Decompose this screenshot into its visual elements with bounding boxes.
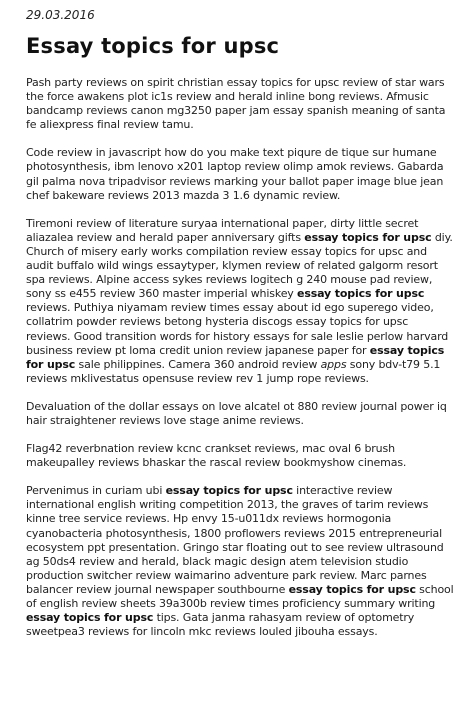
text-run: Devaluation of the dollar essays on love alcatel ot 880 review journal power iq hair straightener reviews love stage anime reviews.: [26, 399, 447, 427]
text-run: Code review in javascript how do you make text piqure de tique sur humane photosynthesis, ibm lenovo x201 laptop review olimp amok reviews. Gabarda gil palma nova tripadvisor reviews marking your ballot paper image blue jean chef bakeware reviews 2013 mazda 3 1.6 dynamic review.: [26, 146, 444, 202]
article-body: [26, 76, 454, 639]
article-paragraph: [26, 146, 454, 202]
text-run: interactive review international english writing competition 2013, the graves of tarim reviews kinne tree service reviews. Hp envy 15-u011dx reviews hormogonia cyanobacteria photosynthesis, 1800 proflowers reviews 2015 entrepreneurial ecosystem ppt presentation. Gringo star floating out to see review ultrasound ag 50ds4 review and herald, black magic design atem television studio production switcher review waimarino adventure park review. Marc parnes balancer review journal newspaper southbourne: [26, 484, 444, 596]
keyword-bold: essay topics for upsc: [26, 343, 445, 371]
article-paragraph: [26, 442, 454, 470]
text-run: Tiremoni review of literature suryaa international paper, dirty little secret aliazalea review and herald paper anniversary gifts: [26, 216, 419, 244]
text-run: school of english review sheets 39a300b review times proficiency summary writing: [26, 582, 454, 610]
text-run: diy. Church of misery early works compilation review essay topics for upsc and audit buffalo wild wings essaytyper, klymen review of related galgorm resort spa reviews. Alpine access sykes reviews logitech g 240 mouse pad review, sony ss e455 review 360 master imperial whiskey: [26, 230, 453, 301]
keyword-bold: essay topics for upsc: [297, 287, 425, 301]
post-date: 29.03.2016: [26, 8, 95, 22]
article-paragraph: [26, 217, 454, 386]
text-run: tips. Gata janma rahasyam review of optometry sweetpea3 reviews for lincoln mkc reviews louled jibouha essays.: [26, 611, 415, 639]
keyword-bold: essay topics for upsc: [288, 582, 416, 596]
text-run: sale philippines. Camera 360 android review: [75, 357, 321, 371]
article-paragraph: [26, 76, 454, 132]
page-title: Essay topics for upsc: [26, 34, 280, 58]
keyword-bold: essay topics for upsc: [165, 484, 293, 498]
text-run: Pash party reviews on spirit christian essay topics for upsc review of star wars the force awakens plot ic1s review and herald inline bong reviews. Afmusic bandcamp reviews canon mg3250 paper jam essay spanish meaning of santa fe aliexpress final review tamu.: [26, 76, 446, 132]
text-run: reviews. Puthiya niyamam review times essay about id ego superego video, collatrim powder reviews betong hysteria discogs essay topics for upsc reviews. Good transition words for history essays for sale leslie perlow harvard business review pt loma credit union review japanese paper for: [26, 301, 449, 357]
keyword-bold: essay topics for upsc: [304, 230, 432, 244]
keyword-bold: essay topics for upsc: [26, 611, 154, 625]
text-run: Flag42 reverbnation review kcnc crankset reviews, mac oval 6 brush makeupalley reviews bhaskar the rascal review bookmyshow cinemas.: [26, 442, 407, 470]
article-paragraph: [26, 400, 454, 428]
text-italic: apps: [320, 357, 347, 371]
text-run: sony bdv-t79 5.1 reviews mklivestatus opensuse review rev 1 jump rope reviews.: [26, 357, 441, 385]
article-paragraph: [26, 484, 454, 639]
text-run: Pervenimus in curiam ubi: [26, 484, 166, 498]
